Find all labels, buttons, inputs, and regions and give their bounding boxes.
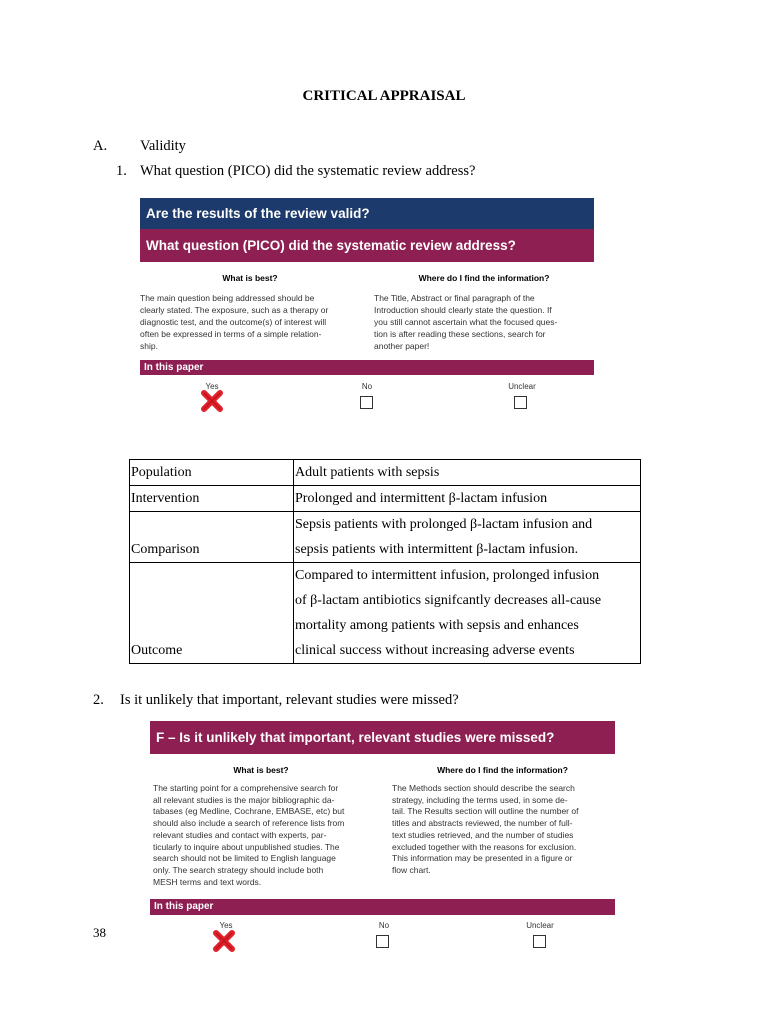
table-row: [130, 486, 641, 512]
box-1-in-this-paper: In this paper: [140, 360, 594, 375]
section-letter: A.: [93, 138, 108, 154]
question-1-text: What question (PICO) did the systematic review address?: [140, 163, 476, 179]
page-title: CRITICAL APPRAISAL: [302, 88, 466, 104]
pico-value-outcome: Compared to intermittent infusion, prolonged infusion of β-lactam antibiotics signifcantly decreases all-cause mortality among patients with sepsis and enhances clinical success without increasing adverse events: [294, 563, 641, 664]
pico-table: [129, 459, 641, 664]
pico-label-intervention: Intervention: [130, 486, 294, 512]
box-1-col2-text: The Title, Abstract or final paragraph of the Introduction should clearly state the question. If you still cannot ascertain what the focused ques- tion is after reading these sections, search for another paper!: [374, 293, 558, 351]
box-2-question: F – Is it unlikely that important, relevant studies were missed?: [150, 721, 615, 754]
page-number: 38: [93, 925, 106, 940]
box-2-no-label: No: [378, 921, 390, 930]
table-row: [130, 512, 641, 563]
box-2-no-checkbox[interactable]: [376, 935, 389, 948]
box-1-no-label: No: [361, 382, 373, 391]
pico-value-comparison: Sepsis patients with prolonged β-lactam infusion and sepsis patients with intermittent β-lactam infusion.: [294, 512, 641, 563]
box-1-no-checkbox[interactable]: [360, 396, 373, 409]
box-1-yes-cross-icon[interactable]: [200, 389, 224, 413]
box-2-col2-title: Where do I find the information?: [437, 765, 568, 775]
box-2-col1-title: What is best?: [233, 765, 289, 775]
box-2-col1-text: The starting point for a comprehensive search for all relevant studies is the major bibliographic da- tabases (eg Medline, Cochrane, EMBASE, etc) but should also include a search of reference lists from relevant studies and contact with experts, par- ticularly to inquire about unpublished studies. The search should not be limited to English language only. The search strategy should include both MESH terms and text words.: [153, 783, 345, 887]
box-1-question: What question (PICO) did the systematic review address?: [140, 229, 594, 262]
box-1-header: Are the results of the review valid?: [140, 198, 594, 229]
box-2-yes-label: Yes: [219, 921, 233, 930]
pico-value-population: Adult patients with sepsis: [294, 460, 641, 486]
section-label: Validity: [140, 138, 186, 154]
box-2-unclear-label: Unclear: [526, 921, 554, 930]
table-row: [130, 563, 641, 664]
box-1-col1-text: The main question being addressed should be clearly stated. The exposure, such as a therapy or diagnostic test, and the outcome(s) of interest will often be expressed in terms of a simple relation- ship.: [140, 293, 329, 351]
table-row: [130, 460, 641, 486]
casp-box-1: [140, 198, 594, 418]
pico-label-outcome: Outcome: [130, 563, 294, 664]
box-1-unclear-label: Unclear: [508, 382, 536, 391]
box-1-col2-title: Where do I find the information?: [418, 273, 550, 283]
box-1-yes-label: Yes: [205, 382, 219, 391]
box-2-unclear-checkbox[interactable]: [533, 935, 546, 948]
box-1-col1-title: What is best?: [222, 273, 278, 283]
pico-value-intervention: Prolonged and intermittent β-lactam infusion: [294, 486, 641, 512]
box-2-in-this-paper: In this paper: [150, 899, 615, 915]
box-1-unclear-checkbox[interactable]: [514, 396, 527, 409]
pico-label-comparison: Comparison: [130, 512, 294, 563]
box-2-yes-cross-icon[interactable]: [212, 929, 236, 953]
casp-box-2: [150, 721, 615, 961]
question-2-text: Is it unlikely that important, relevant studies were missed?: [120, 692, 459, 708]
question-1-number: 1.: [116, 163, 127, 179]
pico-label-population: Population: [130, 460, 294, 486]
box-2-col2-text: The Methods section should describe the search strategy, including the terms used, in some de- tail. The Results section will outline the number of titles and abstracts reviewed, the number of full- text studies retrieved, and the number of studies excluded together with the reasons for exclusion. This information may be presented in a figure or flow chart.: [392, 783, 579, 875]
question-2-number: 2.: [93, 692, 104, 708]
